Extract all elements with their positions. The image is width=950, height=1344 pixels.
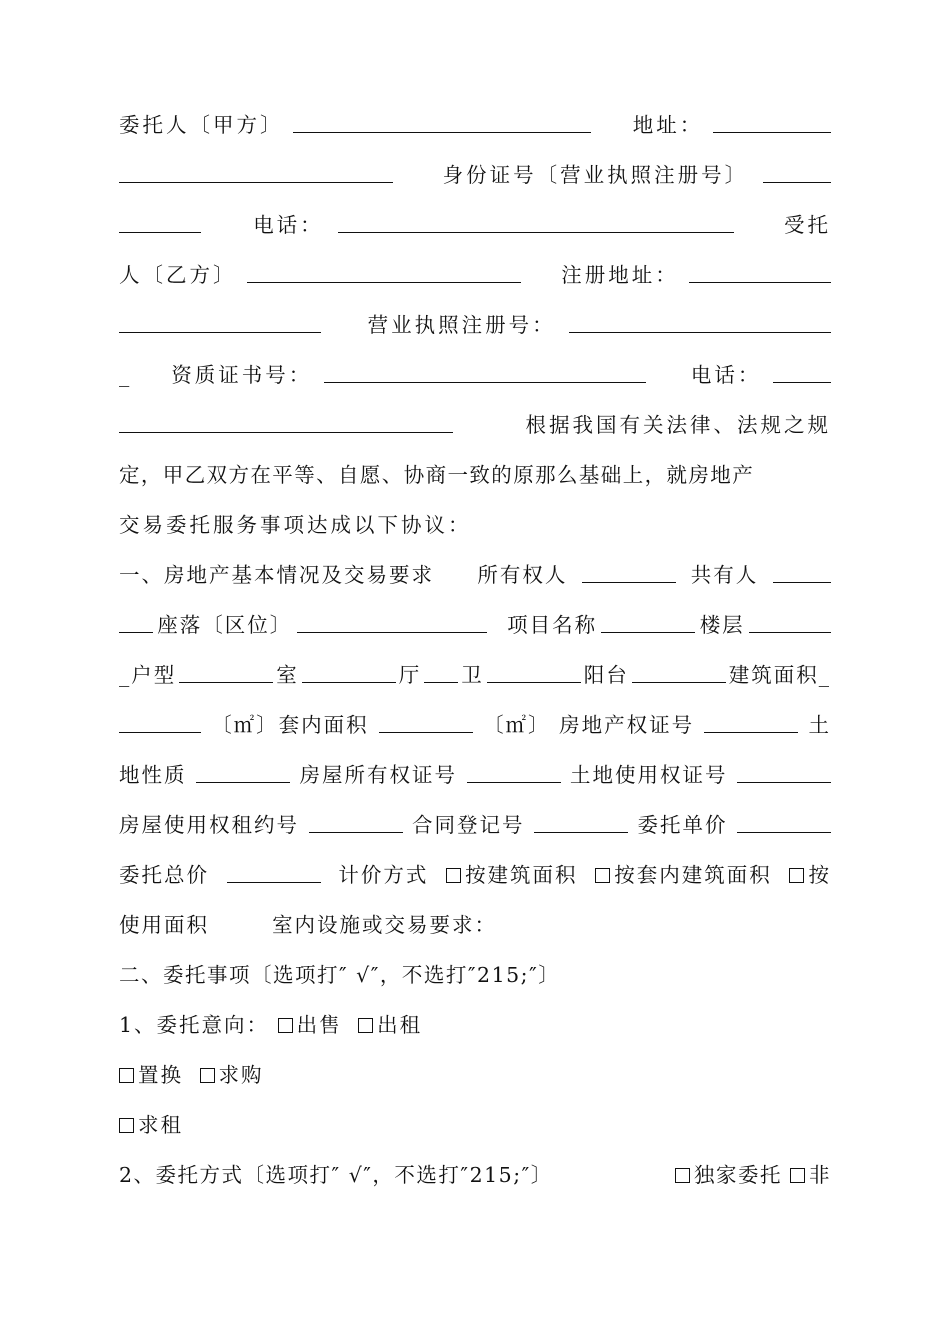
property-heading: 一、房地产基本情况及交易要求 (119, 563, 434, 587)
agent-line (119, 250, 831, 300)
pricing-option-gross[interactable]: 按建筑面积 (446, 850, 578, 900)
checkbox-icon[interactable] (790, 1168, 805, 1183)
mode-line (119, 1150, 831, 1200)
facilities-label: 室内设施或交易要求： (272, 913, 498, 937)
floor-area-label: 建筑面积_ (728, 663, 831, 687)
land-use-cert-blank[interactable] (737, 760, 831, 783)
location-line (119, 600, 831, 650)
area-line (119, 700, 831, 750)
registered-address-cont-blank[interactable] (119, 310, 321, 333)
address-cont-blank[interactable] (119, 160, 393, 183)
principal-label: 委托人〔甲方〕 (119, 113, 284, 137)
intent-line (119, 1000, 831, 1050)
land-nature-label: 地性质 (119, 763, 187, 787)
checkbox-icon[interactable] (446, 868, 461, 883)
location-label: 座落〔区位〕 (157, 613, 293, 637)
balcony-blank[interactable] (632, 660, 726, 683)
id-number-label: 身份证号〔营业执照注册号〕 (442, 163, 749, 187)
lease-number-label: 房屋使用权租约号 (119, 813, 299, 837)
owner-label: 所有权人 (477, 563, 568, 587)
intent-buy[interactable]: 求购 (200, 1063, 264, 1087)
preamble-line-3 (119, 500, 831, 550)
qualification-line (119, 350, 831, 400)
intent-rent-out[interactable]: 出租 (358, 1013, 422, 1037)
co-owner-cont-blank[interactable] (119, 610, 153, 633)
floor-label: 楼层 (699, 613, 745, 637)
license-line (119, 300, 831, 350)
preamble-text-1: 根据我国有关法律、法规之规 (525, 413, 831, 437)
principal-line (119, 100, 831, 150)
checkbox-icon[interactable] (358, 1018, 373, 1033)
preamble-line-2 (119, 450, 831, 500)
entrust-heading: 二、委托事项〔选项打″ √″，不选打″215;″〕 (119, 963, 561, 987)
property-heading-line (119, 550, 831, 600)
total-price-label: 委托总价 (119, 863, 209, 887)
contract-reg-blank[interactable] (534, 810, 628, 833)
checkbox-icon[interactable] (595, 868, 610, 883)
facilities-line (119, 900, 831, 950)
house-ownership-blank[interactable] (467, 760, 561, 783)
property-cert-label: 〔㎡〕 房地产权证号 (483, 713, 695, 737)
preamble-text-2: 定，甲乙双方在平等、自愿、协商一致的原那么基础上，就房地产 (119, 463, 755, 487)
total-price-blank[interactable] (227, 860, 321, 883)
hall-label: 厅 (398, 663, 422, 687)
pricing-method-label: 计价方式 (338, 863, 429, 887)
floor-area-blank[interactable] (119, 710, 201, 733)
document-page (119, 100, 831, 1200)
room-label: 室 (276, 663, 299, 687)
agent-phone-blank[interactable] (773, 360, 831, 383)
id-number-line (119, 150, 831, 200)
phone-line (119, 200, 831, 250)
intent-label: 1、委托意向： (119, 1013, 270, 1037)
property-cert-blank[interactable] (704, 710, 798, 733)
floor-blank[interactable] (749, 610, 831, 633)
entrust-heading-line (119, 950, 831, 1000)
project-name-label: 项目名称 (507, 613, 598, 637)
pricing-line (119, 850, 831, 900)
checkbox-icon[interactable] (200, 1068, 215, 1083)
co-owner-blank[interactable] (773, 560, 831, 583)
principal-phone-blank[interactable] (338, 210, 734, 233)
principal-phone-label: 电话： (253, 213, 324, 237)
inner-area-blank[interactable] (379, 710, 473, 733)
checkbox-icon[interactable] (675, 1168, 690, 1183)
layout-blank[interactable] (179, 660, 273, 683)
intent-line-2 (119, 1050, 831, 1100)
license-number-blank[interactable] (569, 310, 831, 333)
checkbox-icon[interactable] (789, 868, 804, 883)
pricing-option-usable[interactable]: 按 (789, 850, 831, 900)
contract-reg-label: 合同登记号 (412, 813, 525, 837)
unit-price-blank[interactable] (737, 810, 831, 833)
bath-label: 卫 (461, 663, 484, 687)
agent-phone-cont-blank[interactable] (119, 410, 453, 433)
unit-price-label: 委托单价 (637, 813, 728, 837)
intent-sell[interactable]: 出售 (278, 1013, 342, 1037)
intent-line-3 (119, 1100, 831, 1150)
qualification-label: 资质证书号： (171, 363, 313, 387)
mode-label: 2、委托方式〔选项打″ √″，不选打″215;″〕 (119, 1163, 553, 1187)
preamble-line-1 (119, 400, 831, 450)
id-number-blank[interactable] (763, 160, 831, 183)
principal-blank[interactable] (293, 110, 591, 133)
owner-blank[interactable] (582, 560, 676, 583)
agent-blank[interactable] (247, 260, 521, 283)
registered-address-blank[interactable] (689, 260, 831, 283)
intent-exchange[interactable]: 置换 (119, 1063, 183, 1087)
hall-blank[interactable] (424, 660, 458, 683)
room-blank[interactable] (302, 660, 396, 683)
land-use-cert-label: 土地使用权证号 (570, 763, 728, 787)
intent-rent-seek[interactable]: 求租 (119, 1113, 183, 1137)
license-cont-blank: _ (119, 363, 133, 387)
location-blank[interactable] (297, 610, 487, 633)
checkbox-icon[interactable] (278, 1018, 293, 1033)
principal-address-blank[interactable] (713, 110, 831, 133)
agent-label-start: 受托 (783, 213, 831, 237)
land-nature-blank[interactable] (196, 760, 290, 783)
checkbox-icon[interactable] (119, 1068, 134, 1083)
lease-number-blank[interactable] (309, 810, 403, 833)
preamble-text-3: 交易委托服务事项达成以下协议： (119, 513, 472, 537)
bath-blank[interactable] (487, 660, 581, 683)
project-name-blank[interactable] (601, 610, 695, 633)
agent-label: 人〔乙方〕 (119, 263, 237, 287)
id-number-cont-blank[interactable] (119, 210, 201, 233)
co-owner-label: 共有人 (690, 563, 759, 587)
pricing-option-inner[interactable]: 按套内建筑面积 (595, 850, 772, 900)
registered-address-label: 注册地址： (561, 263, 679, 287)
principal-address-label: 地址： (632, 113, 704, 137)
layout-label: _户型 (119, 663, 177, 687)
house-ownership-label: 房屋所有权证号 (299, 763, 457, 787)
qualification-blank[interactable] (324, 360, 646, 383)
balcony-label: 阳台 (583, 663, 629, 687)
license-number-label: 营业执照注册号： (367, 313, 556, 337)
mode-exclusive[interactable]: 独家委托 (675, 1163, 782, 1187)
lease-line (119, 800, 831, 850)
checkbox-icon[interactable] (119, 1118, 134, 1133)
layout-line (119, 650, 831, 700)
inner-area-label: 〔㎡〕套内面积 (211, 713, 369, 737)
land-label-start: 土 (808, 713, 831, 737)
usable-area-label: 使用面积 (119, 913, 209, 937)
mode-non-exclusive[interactable]: 非 (790, 1163, 831, 1187)
agent-phone-label: 电话： (690, 363, 762, 387)
certificate-line (119, 750, 831, 800)
